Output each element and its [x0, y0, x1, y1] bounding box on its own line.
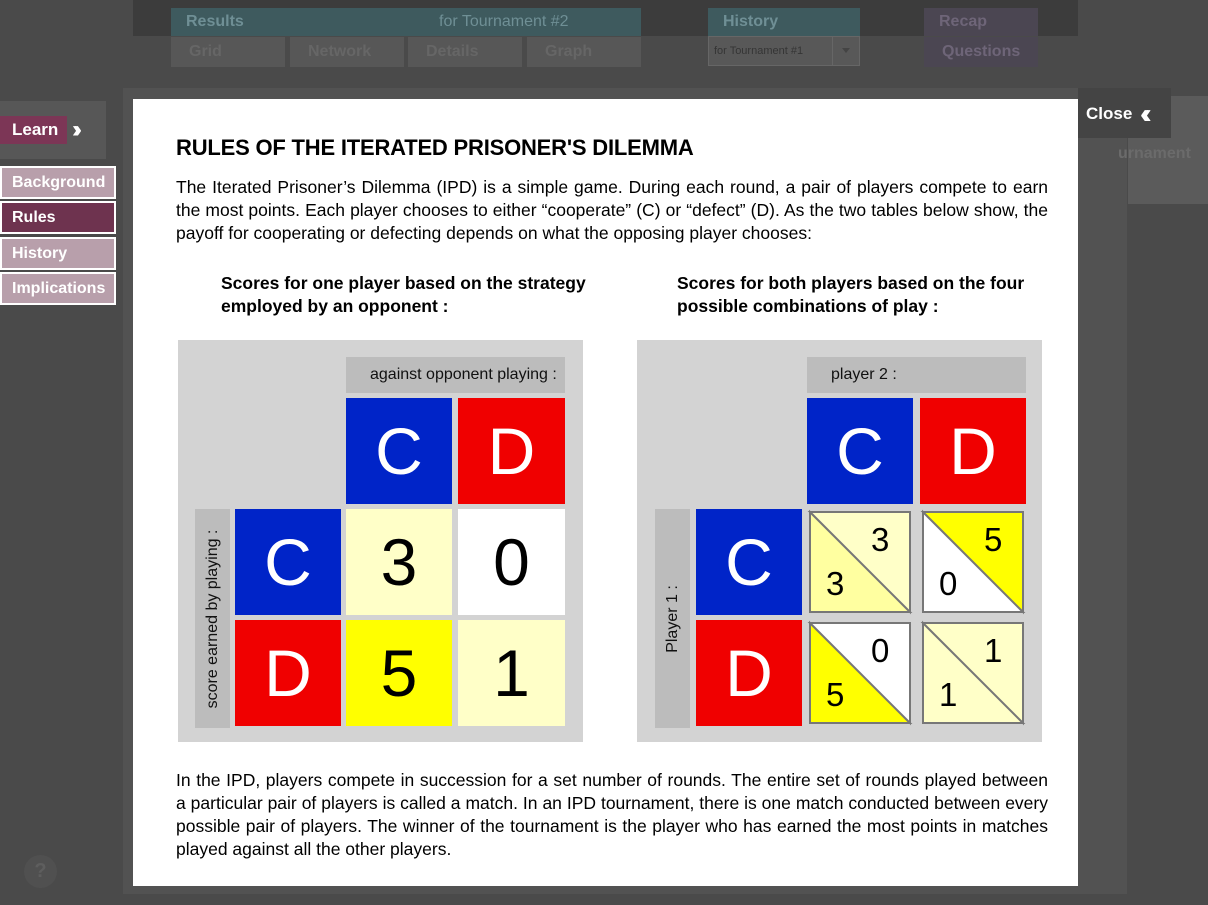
player1-score: 3 [826, 565, 845, 602]
recap-tab[interactable]: Recap [924, 8, 1038, 36]
row-d-header: D [235, 620, 341, 726]
background-strip-text: urnament [1118, 145, 1191, 162]
close-label[interactable]: Close [1086, 104, 1133, 123]
sidebar-item-implications[interactable]: Implications [0, 272, 116, 305]
sidebar-item-history[interactable]: History [0, 237, 116, 270]
outro-paragraph: In the IPD, players compete in succession for a set number of rounds. The entire set of rounds played between a particular pair of players is called a match. In an IPD tournament, there is one match conducted between every possible pair of players. The winner of the tournament is the player who has earned the most points in matches played against all the other players. [176, 770, 1048, 859]
payoff-cell-dd [920, 620, 1026, 726]
history-tab[interactable]: History [708, 8, 860, 36]
payoff-dd: 1 [458, 620, 565, 726]
player1-score: 0 [939, 565, 958, 602]
single-player-payoff-table [178, 340, 583, 742]
player1-d-header: D [696, 620, 802, 726]
column-header: against opponent playing : [346, 357, 565, 393]
double-chevron-right-icon[interactable]: ›› [72, 116, 76, 143]
player1-c-header: C [696, 509, 802, 615]
player1-header [655, 509, 690, 728]
modal-title: RULES OF THE ITERATED PRISONER'S DILEMMA [176, 135, 694, 160]
left-table-heading: Scores for one player based on the strategy employed by an opponent : [221, 273, 586, 316]
player1-header-label: Player 1 : [663, 584, 681, 653]
player1-score: 1 [939, 676, 958, 713]
payoff-cc: 3 [346, 509, 452, 615]
payoff-cell-cd [920, 509, 1026, 615]
right-table-heading: Scores for both players based on the four possible combinations of play : [677, 273, 1025, 316]
payoff-cell-cc [807, 509, 913, 615]
payoff-dc: 5 [346, 620, 452, 726]
intro-paragraph: The Iterated Prisoner’s Dilemma (IPD) is a simple game. During each round, a pair of players compete to earn the most points. Each player chooses to either “cooperate” (C) or “defect” (D). As the two tables below show, the payoff for cooperating or defecting depends on what the opposing player chooses: [176, 177, 1048, 243]
history-select-value: for Tournament #1 [714, 45, 804, 57]
sidebar-item-rules[interactable]: Rules [0, 201, 116, 234]
results-label: Results [186, 13, 244, 30]
player1-score: 5 [826, 676, 845, 713]
row-c-header: C [235, 509, 341, 615]
row-header-label: score earned by playing : [203, 529, 221, 708]
history-tournament-select[interactable] [708, 36, 860, 66]
sidebar-item-background[interactable]: Background [0, 166, 116, 199]
player2-c-header: C [807, 398, 913, 504]
column-c-header: C [346, 398, 452, 504]
row-header [195, 509, 230, 728]
column-d-header: D [458, 398, 565, 504]
grid-tab[interactable]: Grid [171, 37, 285, 67]
graph-tab[interactable]: Graph [527, 37, 641, 67]
player2-d-header: D [920, 398, 1026, 504]
player2-score: 5 [984, 521, 1003, 558]
rules-modal [133, 99, 1078, 886]
questions-tab[interactable]: Questions [924, 37, 1038, 67]
network-tab[interactable]: Network [290, 37, 404, 67]
payoff-cell-dc [807, 620, 913, 726]
player2-score: 3 [871, 521, 890, 558]
double-chevron-left-icon[interactable]: ‹‹ [1140, 98, 1145, 129]
player2-score: 1 [984, 632, 1003, 669]
player2-score: 0 [871, 632, 890, 669]
player2-header: player 2 : [807, 357, 1026, 393]
learn-button[interactable]: Learn [0, 116, 67, 144]
both-players-payoff-table [637, 340, 1042, 742]
results-tab[interactable] [171, 8, 641, 36]
payoff-cd: 0 [458, 509, 565, 615]
chevron-down-icon[interactable] [832, 37, 859, 65]
results-tournament-label: for Tournament #2 [439, 13, 569, 30]
details-tab[interactable]: Details [408, 37, 522, 67]
help-icon[interactable]: ? [24, 855, 57, 888]
